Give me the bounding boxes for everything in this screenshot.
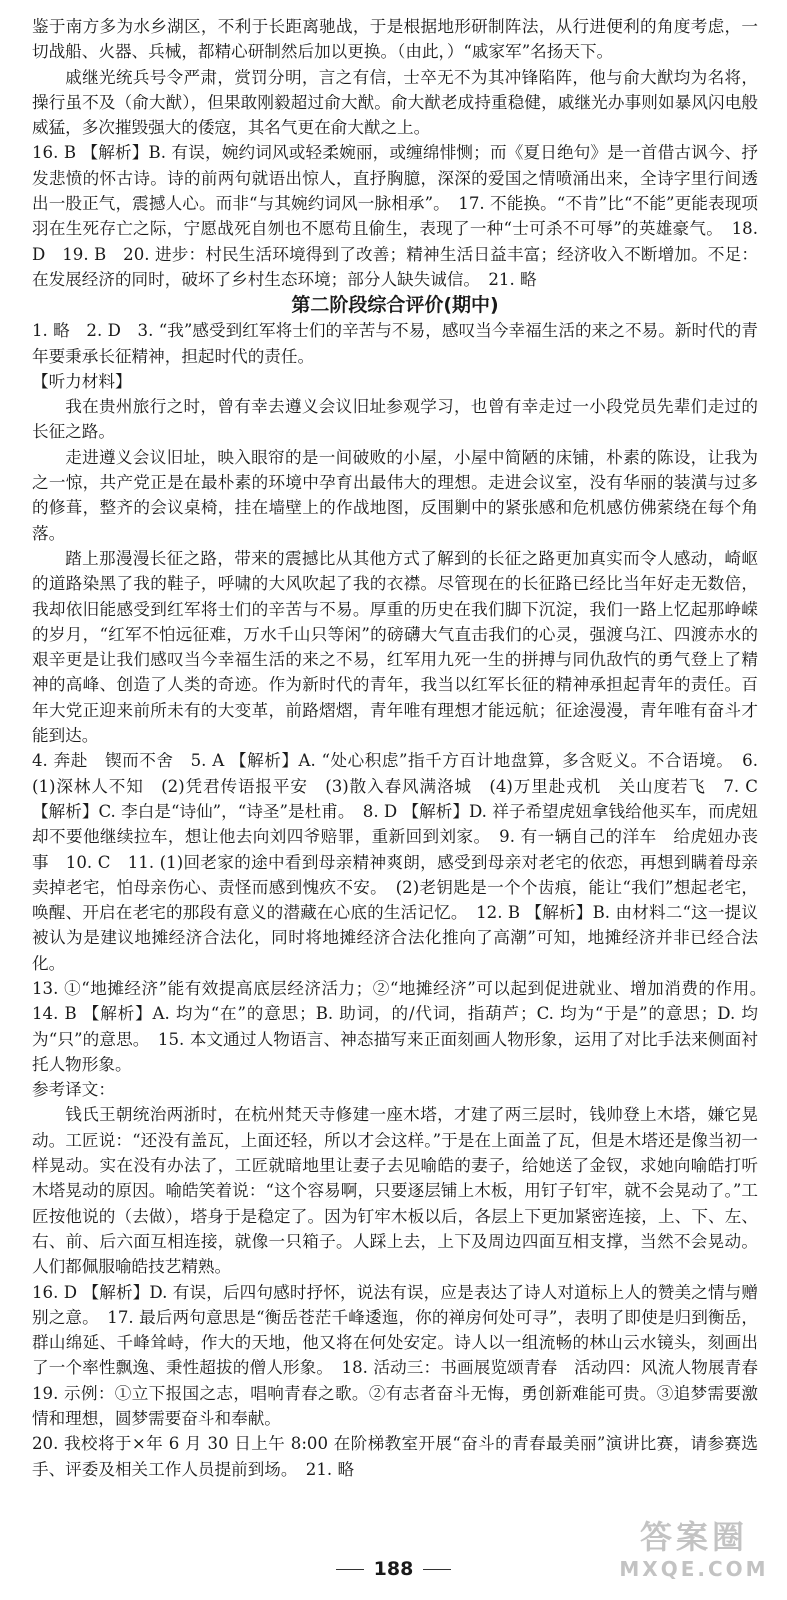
watermark-line2: MXQE.COM	[619, 1557, 769, 1581]
paragraph-answers-13-15: 13. ①“地摊经济”能有效提高底层经济活力；②“地摊经济”可以起到促进就业、增加消费的作用。 14. B 【解析】A. 均为“在”的意思；B. 助词，的/代词，指葫芦；C. 均为“于是”的意思；D. 均为“只”的意思。 15. 本文通过人物语言、神态描写来正面刻画人物形象，运用了对比手法来侧面衬托人物形象。	[32, 978, 775, 1074]
label-listening-material: 【听力材料】	[32, 371, 132, 391]
paragraph-answers-4-12: 4. 奔赴 锲而不舍 5. A 【解析】A. “处心积虑”指千方百计地盘算，多含贬义。不合语境。 6. (1)深林人不知 (2)凭君传语报平安 (3)散入春风满洛城 (4)万里赴戎机 关山度若飞 7. C 【解析】C. 李白是“诗仙”，“诗圣”是杜甫。 8. D 【解析】D. 祥子希望虎妞拿钱给他买车，而虎妞却不要他继续拉车，想让他去向刘四爷赔罪，重新回到刘家。 9. 有一辆自己的洋车 给虎妞办丧事 10. C 11. (1)回老家的途中看到母亲精神爽朗，感受到母亲对老宅的依恋，再想到瞒着母亲卖掉老宅，怕母亲伤心、责怪而感到愧疚不安。 (2)老钥匙是一个个齿痕，能让“我们”想起老宅，唤醒、开启在老宅的那段有意义的潜藏在心底的生活记忆。 12. B 【解析】B. 由材料二“这一提议被认为是建议地摊经济合法化，同时将地摊经济合法化推向了高潮”可知，地摊经济并非已经合法化。	[32, 751, 758, 973]
paragraph-listening-3: 踏上那漫漫长征之路，带来的震撼比从其他方式了解到的长征之路更加真实而令人感动，崎岖的道路染黑了我的鞋子，呼啸的大风吹起了我的衣襟。尽管现在的长征路已经比当年好走无数倍，我却依旧能感受到红军将士们的辛苦与不易。厚重的历史在我们脚下沉淀，我们一路上忆起那峥嵘的岁月，“红军不怕远征难，万水千山只等闲”的磅礴大气直击我们的心灵，强渡乌江、四渡赤水的艰辛更是让我们感叹当今幸福生活的来之不易，红军用九死一生的拼搏与同仇敌忾的勇气登上了精神的高峰、创造了人类的奇迹。作为新时代的青年，我当以红军长征的精神承担起青年的责任。百年大党正迎来前所未有的大变革，前路熠熠，青年唯有理想才能远航；征途漫漫，青年唯有奋斗才能到达。	[32, 548, 758, 746]
paragraph-answers-1-3: 1. 略 2. D 3. “我”感受到红军将士们的辛苦与不易，感叹当今幸福生活的来之不易。新时代的青年要秉承长征精神，担起时代的责任。	[32, 321, 758, 366]
paragraph-listening-2: 走进遵义会议旧址，映入眼帘的是一间破败的小屋，小屋中简陋的床铺，朴素的陈设，让我为之一惊，共产党正是在最朴素的环境中孕育出最伟大的理想。走进会议室，没有华丽的装潢与过多的修葺，整齐的会议桌椅，挂在墙壁上的作战地图，反围剿中的紧张感和危机感仿佛萦绕在每个角落。	[32, 447, 758, 543]
page-number-dash-right	[423, 1569, 451, 1571]
paragraph-listening-1: 我在贵州旅行之时，曾有幸去遵义会议旧址参观学习，也曾有幸走过一小段党员先辈们走过的长征之路。	[32, 397, 758, 442]
page-number-dash-left	[336, 1569, 364, 1571]
paragraph-answers-16-21: 16. B 【解析】B. 有误，婉约词风或轻柔婉丽，或缠绵悱恻；而《夏日绝句》是一首借古讽今、抒发悲愤的怀古诗。诗的前两句就语出惊人，直抒胸臆，深深的爱国之情喷涌出来，全诗字里行间透出一股正气，震撼人心。而非“与其婉约词风一脉相承”。 17. 不能换。“不肯”比“不能”更能表现项羽在生死存亡之际，宁愿战死自刎也不愿苟且偷生，表现了一种“士可杀不可辱”的英雄豪气。 18. D 19. B 20. 进步：村民生活环境得到了改善；精神生活日益丰富；经济收入不断增加。不足：在发展经济的同时，破坏了乡村生态环境；部分人缺失诚信。 21. 略	[32, 143, 758, 289]
paragraph-continuation: 鉴于南方多为水乡湖区，不利于长距离驰战，于是根据地形研制阵法，从行进便利的角度考虑，一切战船、火器、兵械，都精心研制然后加以更换。（由此，）“戚家军”名扬天下。	[32, 17, 758, 62]
paragraph-translation-end: 戚继光统兵号令严肃，赏罚分明，言之有信，士卒无不为其冲锋陷阵，他与俞大猷均为名将，操行虽不及（俞大猷），但果敢刚毅超过俞大猷。俞大猷老成持重稳健，戚继光办事则如暴风闪电般威猛，多次摧毁强大的倭寇，其名气更在俞大猷之上。	[32, 67, 758, 138]
page-content	[32, 14, 775, 1482]
paragraph-answers-20-21: 20. 我校将于×年 6 月 30 日上午 8:00 在阶梯教室开展“奋斗的青春最美丽”演讲比赛，请参赛选手、评委及相关工作人员提前到场。 21. 略	[32, 1434, 758, 1479]
watermark-logo	[619, 1518, 769, 1588]
paragraph-answers-16-19: 16. D 【解析】D. 有误，后四句感时抒怀，说法有误，应是表达了诗人对道标上人的赞美之情与赠别之意。 17. 最后两句意思是“衡岳苍茫千峰逶迤，你的禅房何处可寻”，表明了即使是归到衡岳，群山绵延、千峰耸峙，作大的天地，他又将在何处安定。诗人以一组流畅的林山云水镜头，刻画出了一个率性飘逸、秉性超拔的僧人形象。 18. 活动三：书画展览颂青春 活动四：风流人物展青春 19. 示例：①立下报国之志，唱响青春之歌。②有志者奋斗无悔，勇创新难能可贵。③追梦需要激情和理想，圆梦需要奋斗和奉献。	[32, 1282, 775, 1429]
label-reference-translation: 参考译文：	[32, 1080, 115, 1100]
paragraph-translation: 钱氏王朝统治两浙时，在杭州梵天寺修建一座木塔，才建了两三层时，钱帅登上木塔，嫌它晃动。工匠说：“还没有盖瓦，上面还轻，所以才会这样。”于是在上面盖了瓦，但是木塔还是像当初一样晃动。实在没有办法了，工匠就暗地里让妻子去见喻皓的妻子，给她送了金钗，求她向喻皓打听木塔晃动的原因。喻皓笑着说：“这个容易啊，只要逐层铺上木板，用钉子钉牢，就不会晃动了。”工匠按他说的（去做），塔身于是稳定了。因为钉牢木板以后，各层上下更加紧密连接，上、下、左、右、前、后六面互相连接，就像一只箱子。人踩上去，上下及周边四面互相支撑，当然不会晃动。人们都佩服喻皓技艺精熟。	[32, 1105, 758, 1277]
watermark-line1: 答案圈	[639, 1518, 748, 1556]
section-heading: 第二阶段综合评价(期中)	[291, 294, 499, 317]
page-number-value: 188	[373, 1558, 414, 1580]
